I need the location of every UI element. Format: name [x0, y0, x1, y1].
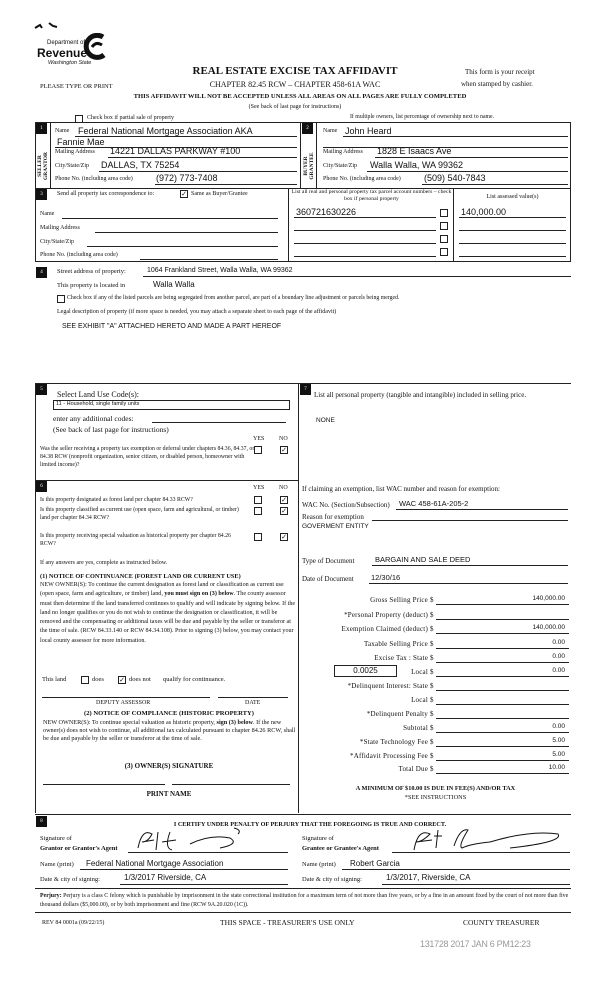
- perjury-label: Perjury:: [40, 893, 62, 899]
- buyer-phone-field[interactable]: (509) 540-7843: [424, 173, 486, 183]
- personal-property-field[interactable]: NONE: [316, 417, 335, 424]
- seller-side-label: SELLER GRANTOR: [37, 152, 49, 181]
- reason-field[interactable]: GOVERMENT ENTITY: [302, 523, 369, 530]
- tax-line-label: Local: [411, 668, 428, 676]
- warning: THIS AFFIDAVIT WILL NOT BE ACCEPTED UNLESS ALL AREAS ON ALL PAGES ARE FULLY COMPLETED: [133, 93, 467, 100]
- seller-name-label: Name: [55, 128, 70, 134]
- grantee-print-name-field[interactable]: Robert Garcia: [350, 859, 400, 868]
- seller-city-field[interactable]: DALLAS, TX 75254: [101, 160, 180, 170]
- see-back-label: (See back of last page for instructions): [53, 425, 169, 434]
- doctype-label: Type of Document: [302, 557, 355, 565]
- reason-label: Reason for exemption: [302, 513, 364, 521]
- qualify-label: qualify for continuance.: [163, 676, 226, 683]
- located-field[interactable]: Walla Walla: [153, 280, 195, 289]
- forest-yes-checkbox[interactable]: [254, 496, 262, 504]
- currency-symbol: $: [430, 640, 434, 648]
- notice-text-bold: sign (3) below: [216, 719, 253, 726]
- same-as-buyer-label: Same as Buyer/Grantee: [191, 191, 248, 197]
- located-label: This property is located in: [57, 282, 126, 289]
- does-label: does: [92, 676, 104, 683]
- currency-symbol: $: [430, 611, 434, 619]
- buyer-side-label: BUYER GRANTEE: [303, 152, 315, 180]
- logo-text-1: Department of: [47, 40, 86, 46]
- buyer-mail-label: Mailing Address: [323, 149, 363, 155]
- form-revision: REV 84 0001a (09/22/15): [42, 920, 105, 926]
- segregated-checkbox[interactable]: [57, 295, 65, 303]
- buyer-phone-label: Phone No. (including area code): [323, 176, 401, 182]
- grantor-date-label: Date & city of signing:: [40, 876, 100, 883]
- section-6-number: 6: [36, 481, 47, 492]
- perjury-text: Perjury is a class C felony which is punishable by imprisonment in the state correctional institution for a maximum term of not more than five years, or by a fine in an amount fixed by the court of not more than five thousand dollars ($5,000.00), or by both imprisonment and fine (RCW 9A.20.020 (1C)).: [40, 893, 569, 908]
- docdate-label: Date of Document: [302, 575, 354, 583]
- personal-property-label: List all personal property (tangible and intangible) included in selling price.: [314, 391, 527, 399]
- notice-compliance-text: [43, 719, 296, 743]
- grantor-sig-label-2: Grantor or Grantor's Agent: [40, 845, 118, 852]
- forest-no-checkbox[interactable]: ✓: [281, 496, 287, 504]
- minimum-note: A MINIMUM OF $10.00 IS DUE IN FEE(S) AND/OR TAX: [355, 785, 516, 792]
- section-8-number: 8: [36, 816, 47, 827]
- tax-line-value[interactable]: 0.00: [552, 667, 565, 674]
- tax-line-label: Taxable Selling Price: [364, 640, 428, 648]
- exemption-question: Was the seller receiving a property tax exemption or deferral under chapters 84.36, 84.37, or 84.38 RCW (nonprofit organization, senior citizen, or disabled person, homeowner with limited income)?: [40, 446, 255, 468]
- birds-icon: [33, 20, 73, 32]
- currency-symbol: $: [430, 654, 434, 662]
- seller-city-label: City/State/Zip: [55, 163, 89, 169]
- section-4-number: 4: [36, 267, 47, 278]
- notice-text: NEW OWNER(S): To continue special valuation as historic property,: [43, 719, 217, 726]
- personal-property-checkbox[interactable]: [440, 222, 448, 230]
- buyer-city-label: City/State/Zip: [323, 163, 357, 169]
- land-use-label: Select Land Use Code(s):: [57, 390, 139, 399]
- current-use-yes-checkbox[interactable]: [254, 507, 262, 515]
- notice-continuance-text: [40, 581, 296, 646]
- exemption-no-checkbox[interactable]: ✓: [281, 446, 287, 454]
- yes-header: YES: [253, 485, 265, 491]
- seller-mail-label: Mailing Address: [55, 149, 95, 155]
- no-header: NO: [279, 436, 288, 442]
- grantee-date-label: Date & city of signing:: [302, 876, 362, 883]
- same-as-buyer-checkbox[interactable]: ✓: [181, 190, 187, 198]
- treasurer-stamp: 131728 2017 JAN 6 PM12:23: [420, 939, 531, 949]
- seller-name-field[interactable]: Federal National Mortgage Association AKA: [78, 126, 253, 136]
- personal-property-checkbox[interactable]: [440, 209, 448, 217]
- partial-sale-label: Check box if partial sale of property: [87, 115, 174, 121]
- notice-text-bold: you must sign on (3) below: [164, 591, 234, 598]
- currency-symbol: $: [430, 682, 434, 690]
- wac-label: WAC No. (Section/Subsection): [302, 501, 390, 509]
- notice-text: NEW OWNER(S): To continue the current designation as forest land or classification as current use (open space, farm and agriculture, or timber) land,: [40, 582, 284, 598]
- legal-label: Legal description of property (if more space is needed, you may attach a separate sheet to each page of the affidavit): [57, 309, 337, 315]
- does-checkbox[interactable]: [81, 676, 89, 684]
- historic-question: Is this property receiving special valuation as historical property per chapter 84.26 RCW?: [40, 533, 231, 547]
- currency-symbol: $: [430, 696, 434, 704]
- tax-line-label: *Affidavit Processing Fee: [350, 752, 428, 760]
- tax-line-label: Total Due: [398, 765, 428, 773]
- tax-line-label: *State Technology Fee: [359, 738, 428, 746]
- exemption-yes-checkbox[interactable]: [254, 446, 262, 454]
- tax-line-value[interactable]: 5.00: [552, 737, 565, 744]
- grantor-name-label: Name (print): [40, 861, 74, 868]
- tax-line-label: Excise Tax : State: [374, 654, 428, 662]
- owner-signature-title: (3) OWNER(S) SIGNATURE: [124, 762, 214, 770]
- land-use-code-select[interactable]: 11 - Household, single family units: [56, 401, 140, 407]
- grantor-sig-label: Signature of: [40, 835, 72, 842]
- currency-symbol: $: [430, 710, 434, 718]
- currency-symbol: $: [430, 625, 434, 633]
- if-yes-note: If any answers are yes, complete as instructed below.: [40, 560, 168, 566]
- corr-name-label: Name: [40, 211, 55, 217]
- see-back-note: (See back of last page for instructions): [248, 104, 342, 110]
- logo-text-2: Revenue: [37, 46, 88, 60]
- assessed-value-header: List assessed value(s): [486, 194, 539, 200]
- section-7-number: 7: [300, 384, 311, 395]
- tax-line-value[interactable]: 0.00: [552, 653, 565, 660]
- currency-symbol: $: [430, 668, 434, 676]
- multiple-owners-note: If multiple owners, list percentage of ownership next to name.: [350, 114, 495, 120]
- seller-mail-field[interactable]: 14221 DALLAS PARKWAY #100: [110, 146, 241, 156]
- grantor-print-name-field[interactable]: Federal National Mortgage Association: [86, 859, 224, 868]
- seller-phone-label: Phone No. (including area code): [55, 176, 133, 182]
- current-use-question: Is this property classified as current use (open space, farm and agricultural, or timber) land per chapter 84.34 RCW?: [40, 507, 239, 521]
- forest-land-question: Is this property designated as forest land per chapter 84.33 RCW?: [40, 497, 193, 503]
- buyer-city-field[interactable]: Walla Walla, WA 99362: [370, 160, 464, 170]
- buyer-mail-field[interactable]: 1828 E Isaacs Ave: [377, 146, 452, 156]
- county-treasurer-label: COUNTY TREASURER: [463, 918, 540, 927]
- section-3-number: 3: [36, 189, 47, 200]
- parcel-header: List all real and personal property tax parcel account numbers – check box if personal property: [291, 189, 452, 202]
- tax-line-value[interactable]: 0.00: [552, 639, 565, 646]
- grantor-signature[interactable]: [130, 826, 260, 854]
- additional-codes-field[interactable]: [152, 422, 286, 423]
- please-type: PLEASE TYPE OR PRINT: [40, 83, 113, 90]
- docdate-field[interactable]: 12/30/16: [371, 573, 401, 582]
- historic-yes-checkbox[interactable]: [254, 533, 262, 541]
- grantee-signature[interactable]: [400, 826, 570, 854]
- receipt-note-2: when stamped by cashier.: [461, 80, 533, 88]
- section-5-number: 5: [36, 384, 47, 395]
- segregated-label: Check box if any of the listed parcels are being segregated from another parcel, are part of a boundary line adjustment or parcels being merged.: [67, 295, 400, 301]
- tax-line-label: Local: [411, 696, 428, 704]
- yes-header: YES: [253, 436, 265, 442]
- deputy-assessor-signature[interactable]: [42, 697, 210, 698]
- no-header: NO: [279, 485, 288, 491]
- currency-symbol: $: [430, 596, 434, 604]
- grantee-name-label: Name (print): [302, 861, 336, 868]
- does-not-label: does not: [129, 676, 151, 683]
- exemption-label: If claiming an exemption, list WAC number and reason for exemption:: [302, 485, 500, 493]
- notice-continuance-title: (1) NOTICE OF CONTINUANCE (FOREST LAND OR CURRENT USE): [40, 573, 241, 580]
- corr-phone-label: Phone No. (including area code): [40, 252, 118, 258]
- tax-line-value[interactable]: 140,000.00: [532, 595, 565, 602]
- tax-line-value[interactable]: 5.00: [552, 751, 565, 758]
- grantor-date-field[interactable]: 1/3/2017 Riverside, CA: [124, 873, 207, 882]
- street-label: Street address of property:: [57, 268, 126, 275]
- assessed-value-field[interactable]: 140,000.00: [461, 207, 507, 217]
- tax-line-label: Gross Selling Price: [370, 596, 428, 604]
- corr-city-field[interactable]: [87, 246, 278, 247]
- perjury-notice: [40, 892, 570, 910]
- tax-line-label: *Delinquent Interest: State: [347, 682, 428, 690]
- currency-symbol: $: [430, 738, 434, 746]
- chapter-line: CHAPTER 82.45 RCW – CHAPTER 458-61A WAC: [209, 80, 381, 89]
- treasurer-use-label: THIS SPACE - TREASURER'S USE ONLY: [220, 918, 355, 927]
- buyer-name-field[interactable]: John Heard: [345, 126, 392, 136]
- tax-line-value[interactable]: 0.00: [552, 723, 565, 730]
- assessor-date-field[interactable]: [218, 697, 288, 698]
- grantee-date-field[interactable]: 1/3/2017, Riverside, CA: [386, 873, 471, 882]
- this-land-label: This land: [42, 676, 67, 683]
- tax-line-value[interactable]: 140,000.00: [532, 624, 565, 631]
- corr-city-label: City/State/Zip: [40, 239, 74, 245]
- buyer-name-label: Name: [323, 128, 338, 134]
- currency-symbol: $: [430, 724, 434, 732]
- parcel-number-field[interactable]: 360721630226: [296, 207, 357, 217]
- tax-line-label: Exemption Claimed (deduct): [341, 625, 428, 633]
- currency-symbol: $: [430, 752, 434, 760]
- tax-line-value[interactable]: 10.00: [548, 764, 565, 771]
- tax-line-label: Subtotal: [403, 724, 428, 732]
- corr-name-field[interactable]: [62, 218, 278, 219]
- wac-field[interactable]: WAC 458-61A-205-2: [399, 499, 469, 508]
- personal-property-checkbox[interactable]: [440, 248, 448, 256]
- notice-text: . If the new owner(s) does not wish to continue, all additional tax calculated pursuant to chapter 84.26 RCW, shall be due and payable by the seller or transferor at the time of sale.: [43, 719, 296, 742]
- section-2-number: 2: [302, 123, 313, 134]
- does-not-checkbox[interactable]: ✓: [119, 676, 125, 684]
- logo-text-3: Washington State: [48, 60, 92, 66]
- send-correspondence-label: Send all property tax correspondence to:: [57, 191, 155, 197]
- street-field[interactable]: 1064 Frankland Street, Walla Walla, WA 99362: [147, 267, 293, 274]
- deputy-assessor-label: DEPUTY ASSESSOR: [96, 700, 151, 706]
- currency-symbol: $: [430, 765, 434, 773]
- grantee-sig-label-2: Grantee or Grantee's Agent: [302, 845, 379, 852]
- section-1-number: 1: [36, 123, 47, 134]
- date-label: DATE: [245, 700, 261, 706]
- historic-no-checkbox[interactable]: ✓: [281, 533, 287, 541]
- owner-signature-field[interactable]: [43, 784, 165, 785]
- notice-text: . The county assessor must then determine if the land transferred continues to qualify and will indicate by signing below. If the land no longer qualifies or you do not wish to continue the designation or classification, it will be removed and the compensating or additional taxes will be due and payable by the seller or transferor at the time of sale. (RCW 84.33.140 or RCW 84.34.108). Prior to signing (3) below, you may contact your local county assessor for more information.: [40, 591, 296, 644]
- see-instructions-note: *SEE INSTRUCTIONS: [404, 794, 467, 801]
- corr-mail-field[interactable]: [95, 232, 278, 233]
- form-title: REAL ESTATE EXCISE TAX AFFIDAVIT: [192, 65, 398, 77]
- personal-property-checkbox[interactable]: [440, 235, 448, 243]
- notice-compliance-title: (2) NOTICE OF COMPLIANCE (HISTORIC PROPERTY): [84, 710, 254, 717]
- print-name-label: PRINT NAME: [146, 790, 192, 798]
- legal-description-field[interactable]: SEE EXHIBIT "A" ATTACHED HERETO AND MADE A PART HEREOF: [62, 323, 282, 330]
- seller-name-line2-field[interactable]: Fannie Mae: [57, 137, 105, 147]
- certify-statement: I CERTIFY UNDER PENALTY OF PERJURY THAT THE FOREGOING IS TRUE AND CORRECT.: [173, 821, 447, 828]
- additional-codes-label: enter any additional codes:: [53, 414, 134, 423]
- current-use-no-checkbox[interactable]: ✓: [281, 507, 287, 515]
- grantee-sig-label: Signature of: [302, 835, 334, 842]
- seller-phone-field[interactable]: (972) 773-7408: [156, 173, 218, 183]
- corr-mail-label: Mailing Address: [40, 225, 80, 231]
- corr-phone-field[interactable]: [140, 259, 278, 260]
- local-rate-field[interactable]: 0.0025: [353, 666, 378, 675]
- doctype-field[interactable]: BARGAIN AND SALE DEED: [375, 555, 471, 564]
- tax-line-label: *Personal Property (deduct): [344, 611, 428, 619]
- tax-line-label: *Delinquent Penalty: [366, 710, 428, 718]
- receipt-note: This form is your receipt: [465, 68, 535, 76]
- owner-signature-field-2[interactable]: [172, 784, 290, 785]
